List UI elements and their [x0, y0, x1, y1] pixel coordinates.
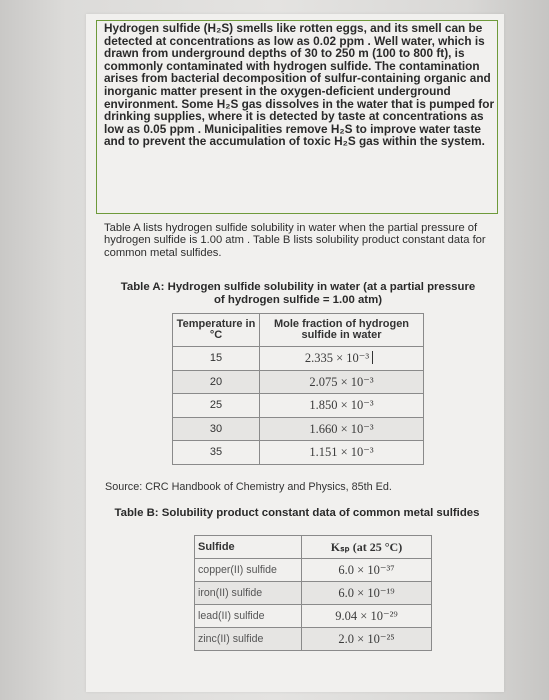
table-a-header-temperature: Temperature in °C [173, 314, 260, 347]
table-a-value: 2.075 × 10⁻³ [260, 370, 424, 394]
table-b-compound: zinc(II) sulfide [195, 628, 302, 651]
table-b-header-sulfide: Sulfide [195, 536, 302, 559]
table-a-value: 1.850 × 10⁻³ [260, 394, 424, 418]
table-a-value: 1.151 × 10⁻³ [260, 441, 424, 465]
table-row [173, 417, 424, 441]
table-a-temp: 35 [173, 441, 260, 465]
table-a-temp: 30 [173, 417, 260, 441]
table-a-temp: 20 [173, 370, 260, 394]
table-row [173, 370, 424, 394]
table-a-temp: 25 [173, 394, 260, 418]
table-b-header-ksp: Kₛₚ (at 25 °C) [302, 536, 432, 559]
table-b-ksp: 9.04 × 10⁻²⁹ [302, 605, 432, 628]
table-b-ksp: 6.0 × 10⁻¹⁹ [302, 582, 432, 605]
tables-intro-paragraph: Table A lists hydrogen sulfide solubility in water when the partial pressure of hydrogen sulfide is 1.00 atm . Table B lists solubility product constant data for common metal sulfides. [104, 222, 486, 259]
table-a-value: 1.660 × 10⁻³ [260, 417, 424, 441]
table-row [195, 582, 432, 605]
table-b-compound: copper(II) sulfide [195, 559, 302, 582]
table-b-ksp: 6.0 × 10⁻³⁷ [302, 559, 432, 582]
table-row [173, 441, 424, 465]
table-row [195, 559, 432, 582]
table-b [194, 535, 432, 651]
table-b-compound: lead(II) sulfide [195, 605, 302, 628]
table-b-ksp: 2.0 × 10⁻²⁵ [302, 628, 432, 651]
text-cursor-icon [372, 351, 378, 364]
table-b-caption: Table B: Solubility product constant data of common metal sulfides [114, 507, 480, 519]
table-row [195, 628, 432, 651]
table-row [195, 605, 432, 628]
table-a-source: Source: CRC Handbook of Chemistry and Physics, 85th Ed. [105, 481, 392, 493]
table-a-header-mole-fraction: Mole fraction of hydrogen sulfide in water [260, 314, 424, 347]
table-row [173, 394, 424, 418]
table-a [172, 313, 424, 465]
table-b-compound: iron(II) sulfide [195, 582, 302, 605]
table-a-temp: 15 [173, 347, 260, 371]
intro-paragraph: Hydrogen sulfide (H₂S) smells like rotten eggs, and its smell can be detected at concentrations as low as 0.02 ppm . Well water, which is drawn from underground depths of 30 to 250 m (100 to 800 ft), is commonly contaminated with hydrogen sulfide. The contamination arises from bacterial decomposition of sulfur-containing organic and inorganic matter present in the oxygen-deficient underground environment. Some H₂S gas dissolves in the water that is pumped for drinking supplies, where it is detected by taste at concentrations as low as 0.05 ppm . Municipalities remove H₂S to improve water taste and to prevent the accumulation of toxic H₂S gas within the system. [104, 21, 495, 149]
table-a-value: 2.335 × 10⁻³ [260, 347, 424, 371]
table-row [173, 347, 424, 371]
table-a-caption: Table A: Hydrogen sulfide solubility in water (at a partial pressure of hydrogen sulfide = 1.00 atm) [120, 281, 476, 306]
